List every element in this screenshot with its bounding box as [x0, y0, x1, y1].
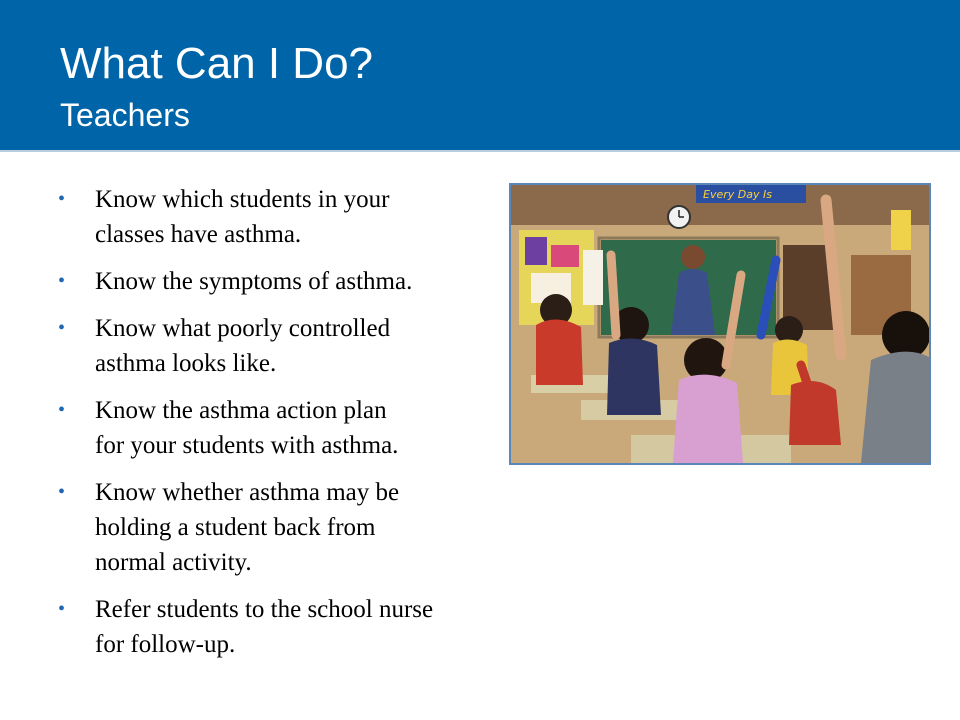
- classroom-photo-illustration: [511, 185, 929, 463]
- bullet-text-line: Know the asthma action plan: [95, 397, 387, 424]
- slide-subtitle: Teachers: [60, 97, 190, 133]
- bullet-item: [58, 393, 498, 463]
- bullet-text-line: normal activity.: [95, 549, 252, 576]
- bullet-text-line: for your students with asthma.: [95, 432, 399, 459]
- bullet-text-line: classes have asthma.: [95, 221, 302, 248]
- title-banner: [0, 0, 960, 152]
- bullet-dot-icon: •: [58, 270, 66, 292]
- bullet-text-line: Know which students in your: [95, 186, 390, 213]
- banner-text: Every Day Is: [703, 188, 772, 201]
- classroom-photo: [509, 183, 931, 465]
- bullet-dot-icon: •: [58, 188, 66, 210]
- bullet-text-line: for follow-up.: [95, 631, 236, 658]
- bullet-dot-icon: •: [58, 481, 66, 503]
- bullet-text-line: Know the symptoms of asthma.: [95, 268, 413, 295]
- bullet-list: [58, 182, 498, 674]
- bullet-text-line: Know what poorly controlled: [95, 315, 391, 342]
- bullet-text-line: holding a student back from: [95, 514, 376, 541]
- bullet-text-line: Know whether asthma may be: [95, 479, 400, 506]
- bullet-item: [58, 592, 498, 662]
- bullet-dot-icon: •: [58, 598, 66, 620]
- bullet-item: [58, 264, 498, 299]
- bullet-text-line: asthma looks like.: [95, 350, 277, 377]
- bullet-dot-icon: •: [58, 399, 66, 421]
- bullet-item: [58, 475, 498, 580]
- bullet-item: [58, 182, 498, 252]
- bullet-text-line: Refer students to the school nurse: [95, 596, 434, 623]
- bullet-dot-icon: •: [58, 317, 66, 339]
- bullet-item: [58, 311, 498, 381]
- slide-title: What Can I Do?: [60, 39, 374, 88]
